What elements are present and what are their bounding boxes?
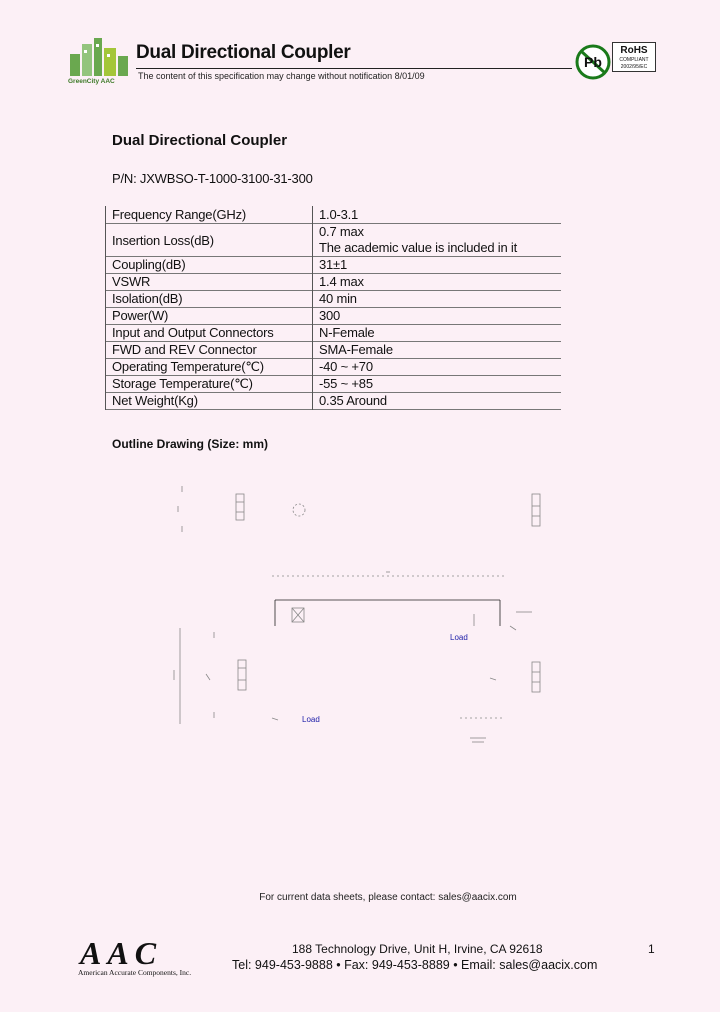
spec-row-isolation	[106, 291, 562, 308]
spec-row-vswr	[106, 274, 562, 291]
spec-param: Input and Output Connectors	[106, 325, 313, 342]
spec-value: N-Female	[319, 325, 375, 340]
spec-param: Coupling(dB)	[106, 257, 313, 274]
svg-text:COMPLIANT: COMPLIANT	[619, 57, 649, 63]
svg-text:Pb: Pb	[584, 54, 602, 70]
svg-text:2002/95/EC: 2002/95/EC	[620, 64, 648, 70]
spec-param: Storage Temperature(℃)	[106, 376, 313, 393]
spec-value: 300	[319, 308, 341, 323]
header-title: Dual Directional Coupler	[136, 42, 351, 63]
svg-text:AAC: AAC	[80, 936, 163, 971]
spec-value: 1.0-3.1	[319, 207, 359, 222]
document-title: Dual Directional Coupler	[112, 132, 288, 149]
spec-row-coupling	[106, 257, 562, 274]
spec-row-io-connectors	[106, 325, 562, 342]
spec-value: 0.35 Around	[319, 393, 387, 408]
spec-row-frequency	[106, 206, 562, 224]
svg-text:RoHS: RoHS	[620, 45, 648, 56]
spec-value: 31±1	[319, 257, 348, 272]
spec-value: 1.4 max	[319, 274, 364, 289]
company-address: 188 Technology Drive, Unit H, Irvine, CA 92618	[292, 942, 543, 956]
header-notice: The content of this specification may change without notification 8/01/09	[138, 71, 425, 81]
spec-row-operating-temp	[106, 359, 562, 376]
spec-param: VSWR	[106, 274, 313, 291]
footer-datasheet-contact: For current data sheets, please contact: sales@aacix.com	[259, 892, 517, 903]
svg-text:GreenCity AAC: GreenCity AAC	[68, 78, 115, 85]
outline-drawing-title: Outline Drawing (Size: mm)	[112, 437, 269, 451]
header-divider	[136, 68, 572, 69]
spec-table	[105, 206, 561, 410]
greencity-logo	[66, 36, 134, 86]
company-contact: Tel: 949-453-9888 • Fax: 949-453-8889 • Email: sales@aacix.com	[232, 958, 598, 972]
rohs-compliant-badge	[612, 42, 656, 72]
lead-free-icon	[574, 44, 612, 80]
spec-value-line: 0.7 max	[319, 224, 364, 239]
spec-param: Power(W)	[106, 308, 313, 325]
spec-param: Frequency Range(GHz)	[106, 206, 313, 224]
load-label-right: Load	[450, 633, 468, 642]
spec-value	[313, 224, 562, 257]
spec-param: Insertion Loss(dB)	[106, 224, 313, 257]
part-number: P/N: JXWBSO-T-1000-3100-31-300	[112, 171, 313, 186]
spec-row-net-weight	[106, 393, 562, 410]
spec-value: SMA-Female	[319, 342, 393, 357]
spec-value-line: The academic value is included in it	[319, 240, 518, 255]
load-label-bottom: Load	[302, 715, 320, 724]
spec-param: Isolation(dB)	[106, 291, 313, 308]
spec-param: FWD and REV Connector	[106, 342, 313, 359]
spec-param: Net Weight(Kg)	[106, 393, 313, 410]
spec-row-fwd-rev-connector	[106, 342, 562, 359]
spec-row-insertion-loss	[106, 224, 562, 257]
spec-value: -40 ~ +70	[319, 359, 373, 374]
company-name: American Accurate Components, Inc.	[78, 968, 192, 977]
spec-param: Operating Temperature(℃)	[106, 359, 313, 376]
page-number: 1	[648, 942, 655, 956]
spec-value: 40 min	[319, 291, 357, 306]
spec-row-power	[106, 308, 562, 325]
spec-value: -55 ~ +85	[319, 376, 373, 391]
spec-row-storage-temp	[106, 376, 562, 393]
outline-drawing	[160, 480, 560, 760]
